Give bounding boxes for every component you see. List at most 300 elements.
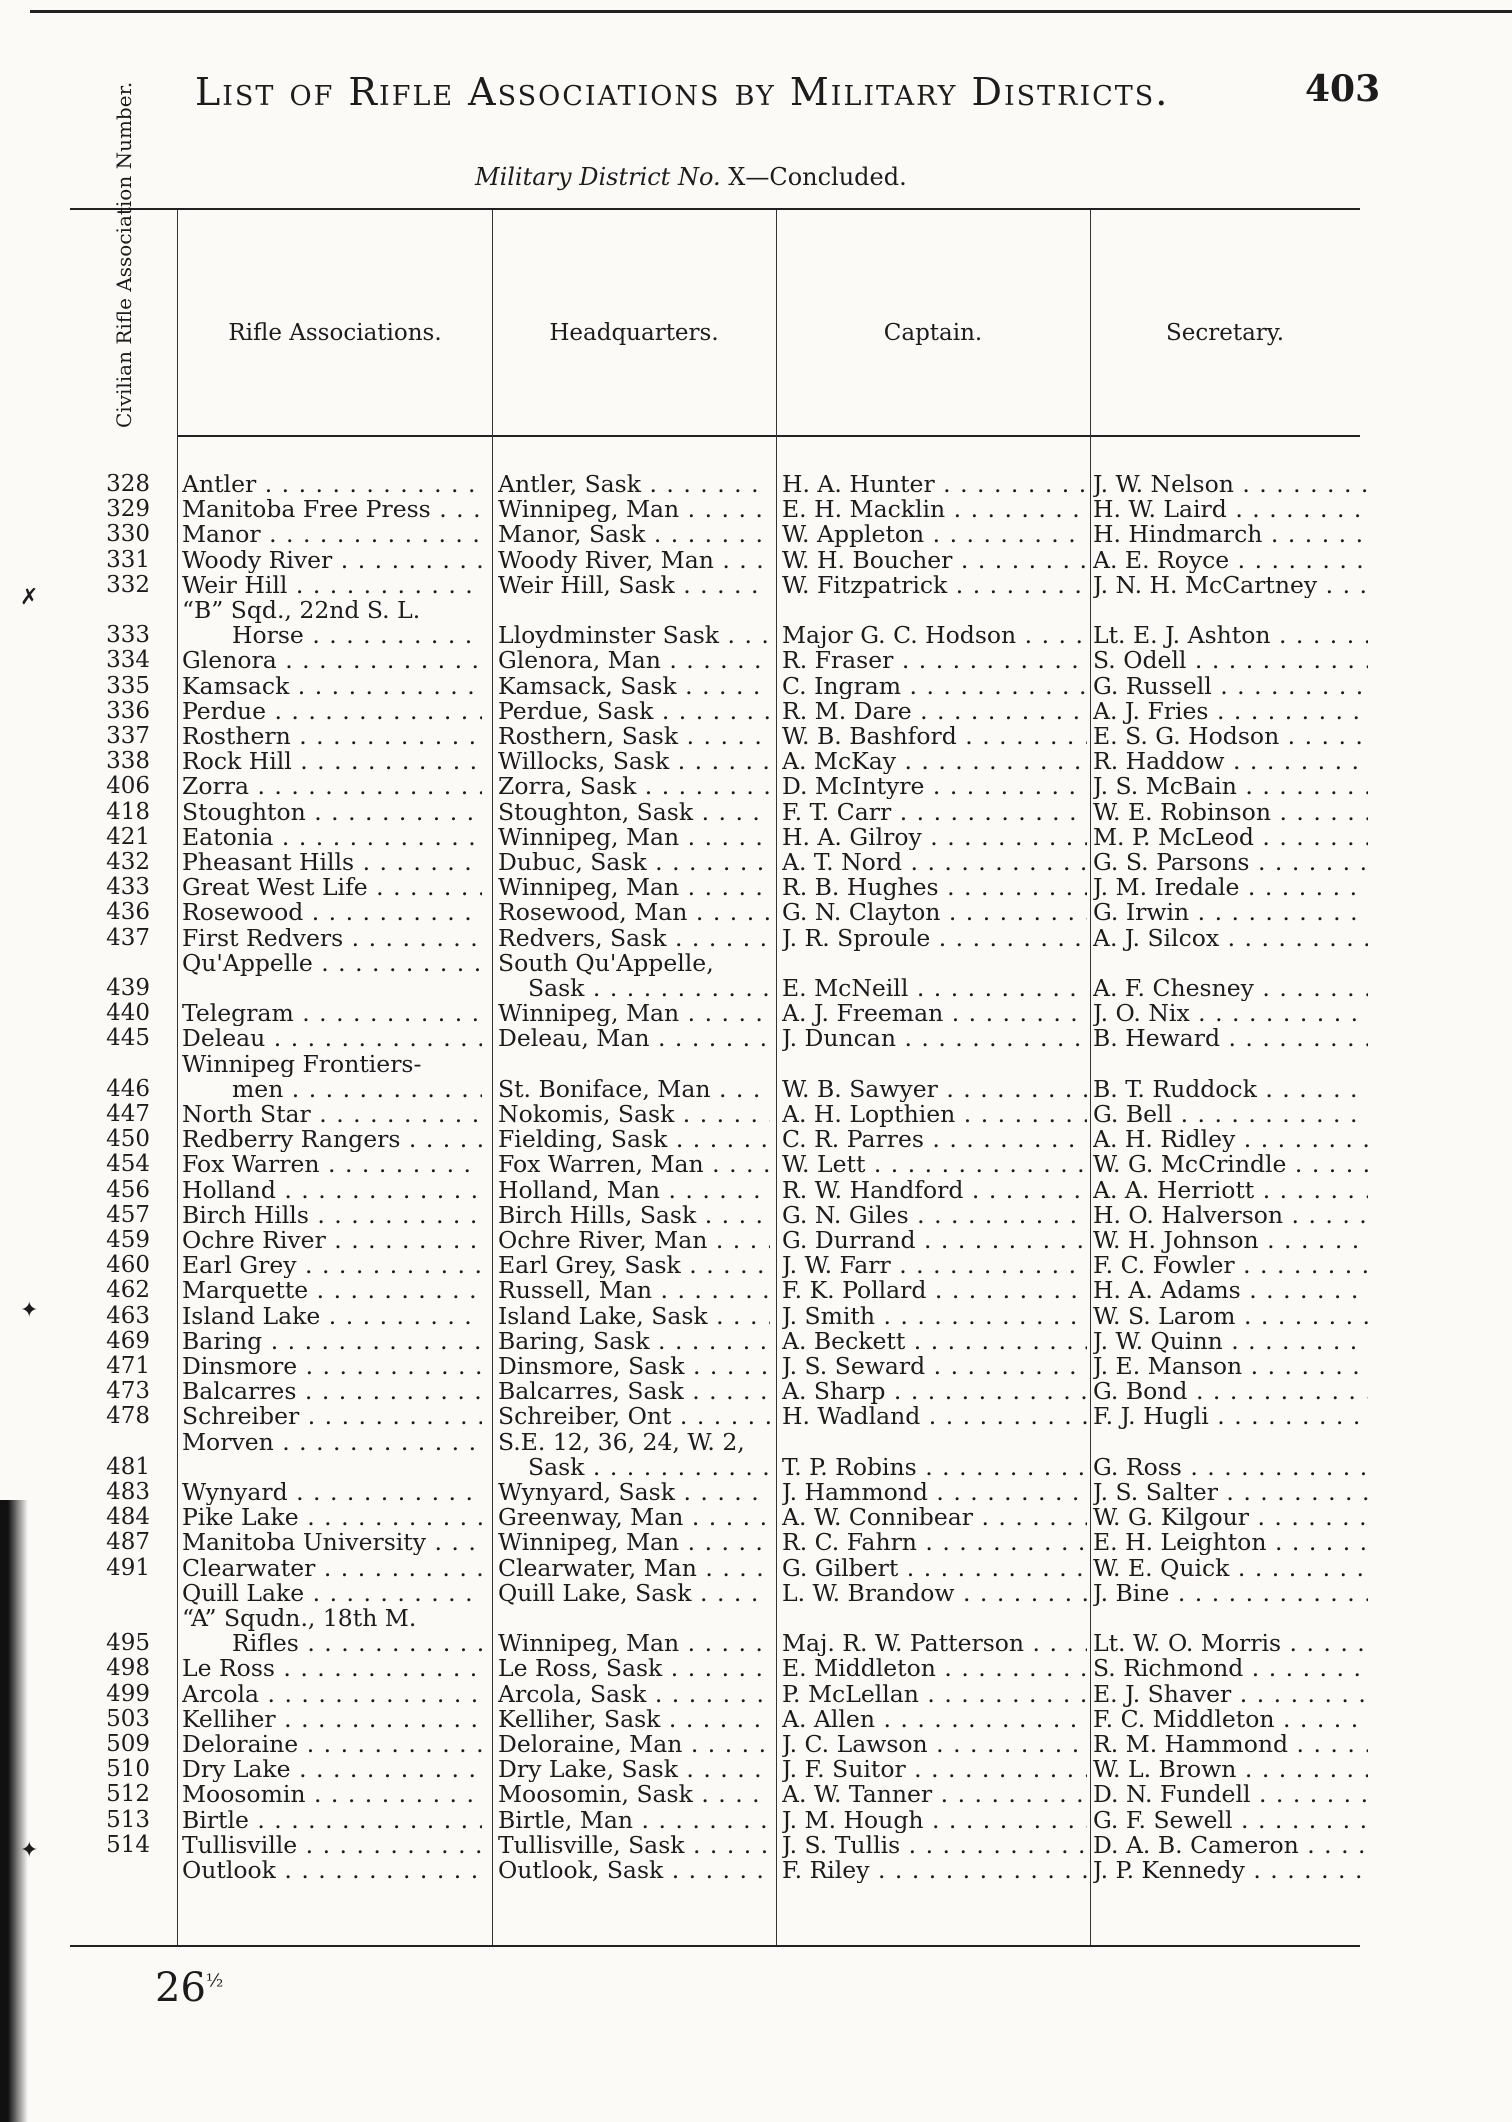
table-row — [0, 724, 1512, 749]
captain-name: W. B. Sawyer . . . — [782, 1077, 1087, 1102]
table-row — [0, 1026, 1512, 1051]
table-row — [0, 1530, 1512, 1555]
secretary-name: A. J. Fries . . . — [1093, 699, 1368, 724]
secretary-name: F. C. Middleton . . . — [1093, 1707, 1368, 1732]
page-number: 403 — [1305, 68, 1381, 110]
table-row — [0, 1178, 1512, 1203]
association-name: First Redvers . . . — [182, 926, 482, 951]
secretary-name: G. Ross . . . — [1093, 1455, 1368, 1480]
headquarters: Zorra, Sask . . . — [498, 774, 770, 799]
captain-name: E. H. Macklin . . . — [782, 497, 1087, 522]
secretary-name: W. E. Robinson . . . — [1093, 800, 1368, 825]
table-row — [0, 1354, 1512, 1379]
row-number: 491 — [106, 1554, 150, 1581]
table-row — [0, 548, 1512, 573]
captain-name: C. Ingram . . . — [782, 674, 1087, 699]
headquarters: Birtle, Man . . . — [498, 1808, 770, 1833]
captain-name: W. Fitzpatrick . . . — [782, 573, 1087, 598]
running-title: List of Rifle Associations by Military Districts. — [195, 70, 1170, 114]
headquarters: Quill Lake, Sask . . . — [498, 1581, 770, 1606]
secretary-name: W. L. Brown . . . — [1093, 1757, 1368, 1782]
row-number: 473 — [106, 1378, 150, 1405]
table-row — [0, 1732, 1512, 1757]
secretary-name: R. M. Hammond . . . — [1093, 1732, 1368, 1757]
table-row — [0, 1631, 1512, 1656]
headquarters: Earl Grey, Sask . . . — [498, 1253, 770, 1278]
headquarters: Winnipeg, Man . . . — [498, 1631, 770, 1656]
captain-name: A. W. Tanner . . . — [782, 1782, 1087, 1807]
association-name: Balcarres . . . — [182, 1379, 482, 1404]
secretary-name: J. E. Manson . . . — [1093, 1354, 1368, 1379]
association-name: Redberry Rangers . . . — [182, 1127, 482, 1152]
table-row — [0, 1505, 1512, 1530]
association-name: Le Ross . . . — [182, 1656, 482, 1681]
table-row — [0, 1606, 1512, 1631]
table-row — [0, 1782, 1512, 1807]
secretary-name: G. Bond . . . — [1093, 1379, 1368, 1404]
captain-name: F. K. Pollard . . . — [782, 1278, 1087, 1303]
table-row — [0, 522, 1512, 547]
secretary-name: G. Russell . . . — [1093, 674, 1368, 699]
secretary-name: G. Bell . . . — [1093, 1102, 1368, 1127]
association-name: Fox Warren . . . — [182, 1152, 482, 1177]
row-number: 462 — [106, 1277, 150, 1304]
row-number: 463 — [106, 1302, 150, 1329]
headquarters: Rosewood, Man . . . — [498, 900, 770, 925]
subtitle — [475, 163, 907, 191]
headquarters: Lloydminster Sask . . . — [498, 623, 770, 648]
row-number: 510 — [106, 1756, 150, 1783]
captain-name: R. C. Fahrn . . . — [782, 1530, 1087, 1555]
table-row — [0, 1203, 1512, 1228]
row-number: 446 — [106, 1075, 150, 1102]
table-row — [0, 1480, 1512, 1505]
secretary-name: Lt. E. J. Ashton . . . — [1093, 623, 1368, 648]
secretary-name: A. F. Chesney . . . — [1093, 976, 1368, 1001]
association-name: Clearwater . . . — [182, 1556, 482, 1581]
table-row — [0, 1833, 1512, 1858]
association-name: Woody River . . . — [182, 548, 482, 573]
headquarters: Island Lake, Sask . . . — [498, 1304, 770, 1329]
row-number: 437 — [106, 924, 150, 951]
table-row — [0, 674, 1512, 699]
row-number: 332 — [106, 571, 150, 598]
row-number: 498 — [106, 1655, 150, 1682]
subtitle-italic: Military District No. — [475, 163, 721, 191]
secretary-name: M. P. McLeod . . . — [1093, 825, 1368, 850]
table-row — [0, 825, 1512, 850]
table-row — [0, 1656, 1512, 1681]
association-name: Stoughton . . . — [182, 800, 482, 825]
captain-name: J. S. Seward . . . — [782, 1354, 1087, 1379]
association-name: Earl Grey . . . — [182, 1253, 482, 1278]
captain-name: E. McNeill . . . — [782, 976, 1087, 1001]
headquarters: Ochre River, Man . . . — [498, 1228, 770, 1253]
association-name: men . . . — [182, 1077, 482, 1102]
association-name: Glenora . . . — [182, 648, 482, 673]
captain-name: A. McKay . . . — [782, 749, 1087, 774]
captain-name: C. R. Parres . . . — [782, 1127, 1087, 1152]
secretary-name: A. J. Silcox . . . — [1093, 926, 1368, 951]
headquarters: Greenway, Man . . . — [498, 1505, 770, 1530]
association-name: Birtle . . . — [182, 1808, 482, 1833]
association-name: Weir Hill . . . — [182, 573, 482, 598]
association-name: Pheasant Hills . . . — [182, 850, 482, 875]
row-number: 335 — [106, 672, 150, 699]
headquarters: Fielding, Sask . . . — [498, 1127, 770, 1152]
headquarters: Winnipeg, Man . . . — [498, 825, 770, 850]
secretary-name: J. W. Quinn . . . — [1093, 1329, 1368, 1354]
table-row — [0, 1102, 1512, 1127]
row-number: 330 — [106, 521, 150, 548]
headquarters: Manor, Sask . . . — [498, 522, 770, 547]
margin-mark: ✗ — [20, 585, 39, 610]
margin-mark: ✦ — [20, 1838, 39, 1863]
association-name: Marquette . . . — [182, 1278, 482, 1303]
captain-name: W. Lett . . . — [782, 1152, 1087, 1177]
headquarters: Fox Warren, Man . . . — [498, 1152, 770, 1177]
headquarters: Nokomis, Sask . . . — [498, 1102, 770, 1127]
headquarters: South Qu'Appelle, — [498, 950, 714, 976]
captain-name: A. W. Connibear . . . — [782, 1505, 1087, 1530]
row-number: 328 — [106, 471, 150, 497]
headquarters: Deleau, Man . . . — [498, 1026, 770, 1051]
captain-name: D. McIntyre . . . — [782, 774, 1087, 799]
row-number: 499 — [106, 1680, 150, 1707]
association-name: Manitoba Free Press . . . — [182, 497, 482, 522]
captain-name: J. S. Tullis . . . — [782, 1833, 1087, 1858]
row-number: 481 — [106, 1453, 150, 1480]
table-row — [0, 1304, 1512, 1329]
secretary-name: G. Irwin . . . — [1093, 900, 1368, 925]
row-number: 336 — [106, 697, 150, 724]
association-name: Qu'Appelle . . . — [182, 951, 482, 976]
secretary-name: J. S. McBain . . . — [1093, 774, 1368, 799]
secretary-name: W. E. Quick . . . — [1093, 1556, 1368, 1581]
row-number: 447 — [106, 1101, 150, 1127]
secretary-name: J. N. H. McCartney . . . — [1093, 573, 1368, 598]
association-name: Outlook . . . — [182, 1858, 482, 1883]
headquarters: Dry Lake, Sask . . . — [498, 1757, 770, 1782]
captain-name: H. A. Gilroy . . . — [782, 825, 1087, 850]
captain-name: Maj. R. W. Patterson . . . — [782, 1631, 1087, 1656]
association-name: Horse . . . — [182, 623, 482, 648]
secretary-name: A. H. Ridley . . . — [1093, 1127, 1368, 1152]
table-row — [0, 749, 1512, 774]
table-bottom-rule — [70, 1945, 1360, 1947]
association-name: Great West Life . . . — [182, 875, 482, 900]
table-row — [0, 1404, 1512, 1429]
headquarters: Glenora, Man . . . — [498, 648, 770, 673]
secretary-name: E. H. Leighton . . . — [1093, 1530, 1368, 1555]
association-name: Dry Lake . . . — [182, 1757, 482, 1782]
captain-name: G. Gilbert . . . — [782, 1556, 1087, 1581]
table-row — [0, 1278, 1512, 1303]
association-name: Ochre River . . . — [182, 1228, 482, 1253]
header-secretary: Secretary. — [1165, 320, 1285, 346]
row-number: 440 — [106, 1000, 150, 1027]
headquarters: Outlook, Sask . . . — [498, 1858, 770, 1883]
signature-fraction: ½ — [205, 1970, 224, 1992]
captain-name: A. H. Lopthien . . . — [782, 1102, 1087, 1127]
headquarters: Birch Hills, Sask . . . — [498, 1203, 770, 1228]
headquarters: Balcarres, Sask . . . — [498, 1379, 770, 1404]
captain-name: W. B. Bashford . . . — [782, 724, 1087, 749]
captain-name: H. Wadland . . . — [782, 1404, 1087, 1429]
table-row — [0, 1430, 1512, 1455]
captain-name: J. C. Lawson . . . — [782, 1732, 1087, 1757]
association-name: Kelliher . . . — [182, 1707, 482, 1732]
table-row — [0, 472, 1512, 497]
row-number: 457 — [106, 1201, 150, 1228]
table-row — [0, 1556, 1512, 1581]
row-number: 329 — [106, 496, 150, 523]
table-header-rule — [178, 435, 1360, 437]
headquarters: Kamsack, Sask . . . — [498, 674, 770, 699]
captain-name: J. R. Sproule . . . — [782, 926, 1087, 951]
secretary-name: B. T. Ruddock . . . — [1093, 1077, 1368, 1102]
association-name: Deleau . . . — [182, 1026, 482, 1051]
row-number: 469 — [106, 1327, 150, 1354]
table-row — [0, 1808, 1512, 1833]
association-name: Eatonia . . . — [182, 825, 482, 850]
captain-name: H. A. Hunter . . . — [782, 472, 1087, 497]
association-name: Quill Lake . . . — [182, 1581, 482, 1606]
secretary-name: H. O. Halverson . . . — [1093, 1203, 1368, 1228]
table-row — [0, 623, 1512, 648]
secretary-name: B. Heward . . . — [1093, 1026, 1368, 1051]
row-number: 450 — [106, 1126, 150, 1153]
association-name: Morven . . . — [182, 1430, 482, 1455]
captain-name: A. T. Nord . . . — [782, 850, 1087, 875]
secretary-name: E. S. G. Hodson . . . — [1093, 724, 1368, 749]
captain-name: J. Duncan . . . — [782, 1026, 1087, 1051]
association-name: Schreiber . . . — [182, 1404, 482, 1429]
association-name: Arcola . . . — [182, 1682, 482, 1707]
row-number: 433 — [106, 874, 150, 901]
secretary-name: W. G. McCrindle . . . — [1093, 1152, 1368, 1177]
secretary-name: D. N. Fundell . . . — [1093, 1782, 1368, 1807]
row-number: 436 — [106, 899, 150, 926]
headquarters: Willocks, Sask . . . — [498, 749, 770, 774]
captain-name: A. J. Freeman . . . — [782, 1001, 1087, 1026]
table-row — [0, 648, 1512, 673]
association-name: “B” Sqd., 22nd S. L. — [182, 598, 421, 623]
header-association: Rifle Associations. — [228, 320, 442, 346]
association-name: Pike Lake . . . — [182, 1505, 482, 1530]
headquarters: Moosomin, Sask . . . — [498, 1782, 770, 1807]
row-number: 459 — [106, 1227, 150, 1253]
headquarters: Sask . . . — [498, 1455, 770, 1480]
table-top-rule — [70, 208, 1360, 210]
captain-name: W. H. Boucher . . . — [782, 548, 1087, 573]
table-row — [0, 976, 1512, 1001]
secretary-name: R. Haddow . . . — [1093, 749, 1368, 774]
subtitle-rest: X—Concluded. — [720, 163, 907, 191]
captain-name: R. W. Handford . . . — [782, 1178, 1087, 1203]
table-row — [0, 1455, 1512, 1480]
header-number-label: Civilian Rifle Association Number. — [112, 81, 136, 428]
captain-name: A. Sharp . . . — [782, 1379, 1087, 1404]
captain-name: R. M. Dare . . . — [782, 699, 1087, 724]
headquarters: Stoughton, Sask . . . — [498, 800, 770, 825]
table-row — [0, 1682, 1512, 1707]
headquarters: Winnipeg, Man . . . — [498, 1001, 770, 1026]
table-row — [0, 774, 1512, 799]
association-name: Wynyard . . . — [182, 1480, 482, 1505]
headquarters: Clearwater, Man . . . — [498, 1556, 770, 1581]
association-name: Rosewood . . . — [182, 900, 482, 925]
table-row — [0, 1001, 1512, 1026]
headquarters: Russell, Man . . . — [498, 1278, 770, 1303]
association-name: Perdue . . . — [182, 699, 482, 724]
association-name: Moosomin . . . — [182, 1782, 482, 1807]
table-row — [0, 926, 1512, 951]
row-number: 432 — [106, 849, 150, 875]
table-row — [0, 1228, 1512, 1253]
secretary-name: J. W. Nelson . . . — [1093, 472, 1368, 497]
secretary-name: E. J. Shaver . . . — [1093, 1682, 1368, 1707]
table-row — [0, 1152, 1512, 1177]
row-number: 454 — [106, 1151, 150, 1178]
association-name: Rifles . . . — [182, 1631, 482, 1656]
secretary-name: W. G. Kilgour . . . — [1093, 1505, 1368, 1530]
captain-name: R. B. Hughes . . . — [782, 875, 1087, 900]
table-row — [0, 951, 1512, 976]
captain-name: E. Middleton . . . — [782, 1656, 1087, 1681]
headquarters: Dubuc, Sask . . . — [498, 850, 770, 875]
row-number: 509 — [106, 1731, 150, 1757]
page-top-edge — [30, 0, 1512, 13]
secretary-name: A. A. Herriott . . . — [1093, 1178, 1368, 1203]
secretary-name: F. J. Hugli . . . — [1093, 1404, 1368, 1429]
row-number: 456 — [106, 1176, 150, 1203]
row-number: 514 — [106, 1831, 150, 1858]
secretary-name: J. O. Nix . . . — [1093, 1001, 1368, 1026]
secretary-name: S. Richmond . . . — [1093, 1656, 1368, 1681]
headquarters: Wynyard, Sask . . . — [498, 1480, 770, 1505]
headquarters: Dinsmore, Sask . . . — [498, 1354, 770, 1379]
secretary-name: A. E. Royce . . . — [1093, 548, 1368, 573]
table-row — [0, 1253, 1512, 1278]
secretary-name: J. Bine . . . — [1093, 1581, 1368, 1606]
row-number: 513 — [106, 1806, 150, 1833]
captain-name: F. Riley . . . — [782, 1858, 1087, 1883]
header-number — [74, 81, 174, 430]
signature-mark — [155, 1965, 223, 2011]
association-name: Holland . . . — [182, 1178, 482, 1203]
secretary-name: H. W. Laird . . . — [1093, 497, 1368, 522]
association-name: Telegram . . . — [182, 1001, 482, 1026]
row-number: 421 — [106, 823, 150, 850]
association-name: “A” Squdn., 18th M. — [182, 1606, 417, 1631]
row-number: 334 — [106, 647, 150, 674]
headquarters: Redvers, Sask . . . — [498, 926, 770, 951]
captain-name: A. Allen . . . — [782, 1707, 1087, 1732]
headquarters: Rosthern, Sask . . . — [498, 724, 770, 749]
association-name: Baring . . . — [182, 1329, 482, 1354]
header-captain: Captain. — [883, 320, 983, 346]
secretary-name: H. A. Adams . . . — [1093, 1278, 1368, 1303]
row-number: 478 — [106, 1403, 150, 1430]
table-row — [0, 598, 1512, 623]
secretary-name: G. S. Parsons . . . — [1093, 850, 1368, 875]
secretary-name: S. Odell . . . — [1093, 648, 1368, 673]
signature-number: 26 — [155, 1965, 206, 2011]
secretary-name: J. M. Iredale . . . — [1093, 875, 1368, 900]
headquarters: Sask . . . — [498, 976, 770, 1001]
headquarters: Deloraine, Man . . . — [498, 1732, 770, 1757]
secretary-name: W. S. Larom . . . — [1093, 1304, 1368, 1329]
headquarters: Tullisville, Sask . . . — [498, 1833, 770, 1858]
secretary-name: G. F. Sewell . . . — [1093, 1808, 1368, 1833]
headquarters: Schreiber, Ont . . . — [498, 1404, 770, 1429]
row-number: 483 — [106, 1479, 150, 1505]
secretary-name: Lt. W. O. Morris . . . — [1093, 1631, 1368, 1656]
headquarters: Le Ross, Sask . . . — [498, 1656, 770, 1681]
captain-name: Major G. C. Hodson . . . — [782, 623, 1087, 648]
secretary-name: F. C. Fowler . . . — [1093, 1253, 1368, 1278]
row-number: 471 — [106, 1353, 150, 1379]
table-row — [0, 850, 1512, 875]
table-row — [0, 1077, 1512, 1102]
header-headquarters: Headquarters. — [549, 320, 719, 346]
row-number: 460 — [106, 1252, 150, 1279]
association-name: Manor . . . — [182, 522, 482, 547]
row-number: 495 — [106, 1630, 150, 1657]
margin-mark: ✦ — [20, 1298, 39, 1323]
row-number: 487 — [106, 1529, 150, 1556]
secretary-name: H. Hindmarch . . . — [1093, 522, 1368, 547]
row-number: 337 — [106, 723, 150, 749]
table-row — [0, 1581, 1512, 1606]
captain-name: R. Fraser . . . — [782, 648, 1087, 673]
headquarters: S.E. 12, 36, 24, W. 2, — [498, 1429, 745, 1455]
headquarters: Arcola, Sask . . . — [498, 1682, 770, 1707]
association-name: Tullisville . . . — [182, 1833, 482, 1858]
headquarters: Winnipeg, Man . . . — [498, 1530, 770, 1555]
headquarters: Weir Hill, Sask . . . — [498, 573, 770, 598]
table-row — [0, 1858, 1512, 1883]
row-number: 333 — [106, 622, 150, 649]
captain-name: L. W. Brandow . . . — [782, 1581, 1087, 1606]
captain-name: F. T. Carr . . . — [782, 800, 1087, 825]
association-name: Deloraine . . . — [182, 1732, 482, 1757]
captain-name: J. M. Hough . . . — [782, 1808, 1087, 1833]
captain-name: J. W. Farr . . . — [782, 1253, 1087, 1278]
association-name: Island Lake . . . — [182, 1304, 482, 1329]
association-name: Manitoba University . . . — [182, 1530, 482, 1555]
table-row — [0, 1127, 1512, 1152]
table-row — [0, 875, 1512, 900]
row-number: 418 — [106, 798, 150, 825]
headquarters: Winnipeg, Man . . . — [498, 497, 770, 522]
headquarters: St. Boniface, Man . . . — [498, 1077, 770, 1102]
table-row — [0, 699, 1512, 724]
association-name: Birch Hills . . . — [182, 1203, 482, 1228]
secretary-name: J. S. Salter . . . — [1093, 1480, 1368, 1505]
row-number: 512 — [106, 1781, 150, 1808]
captain-name: P. McLellan . . . — [782, 1682, 1087, 1707]
table-row — [0, 900, 1512, 925]
association-name: Kamsack . . . — [182, 674, 482, 699]
row-number: 331 — [106, 546, 150, 573]
headquarters: Kelliher, Sask . . . — [498, 1707, 770, 1732]
table-row — [0, 1707, 1512, 1732]
headquarters: Perdue, Sask . . . — [498, 699, 770, 724]
captain-name: G. N. Giles . . . — [782, 1203, 1087, 1228]
captain-name: G. Durrand . . . — [782, 1228, 1087, 1253]
